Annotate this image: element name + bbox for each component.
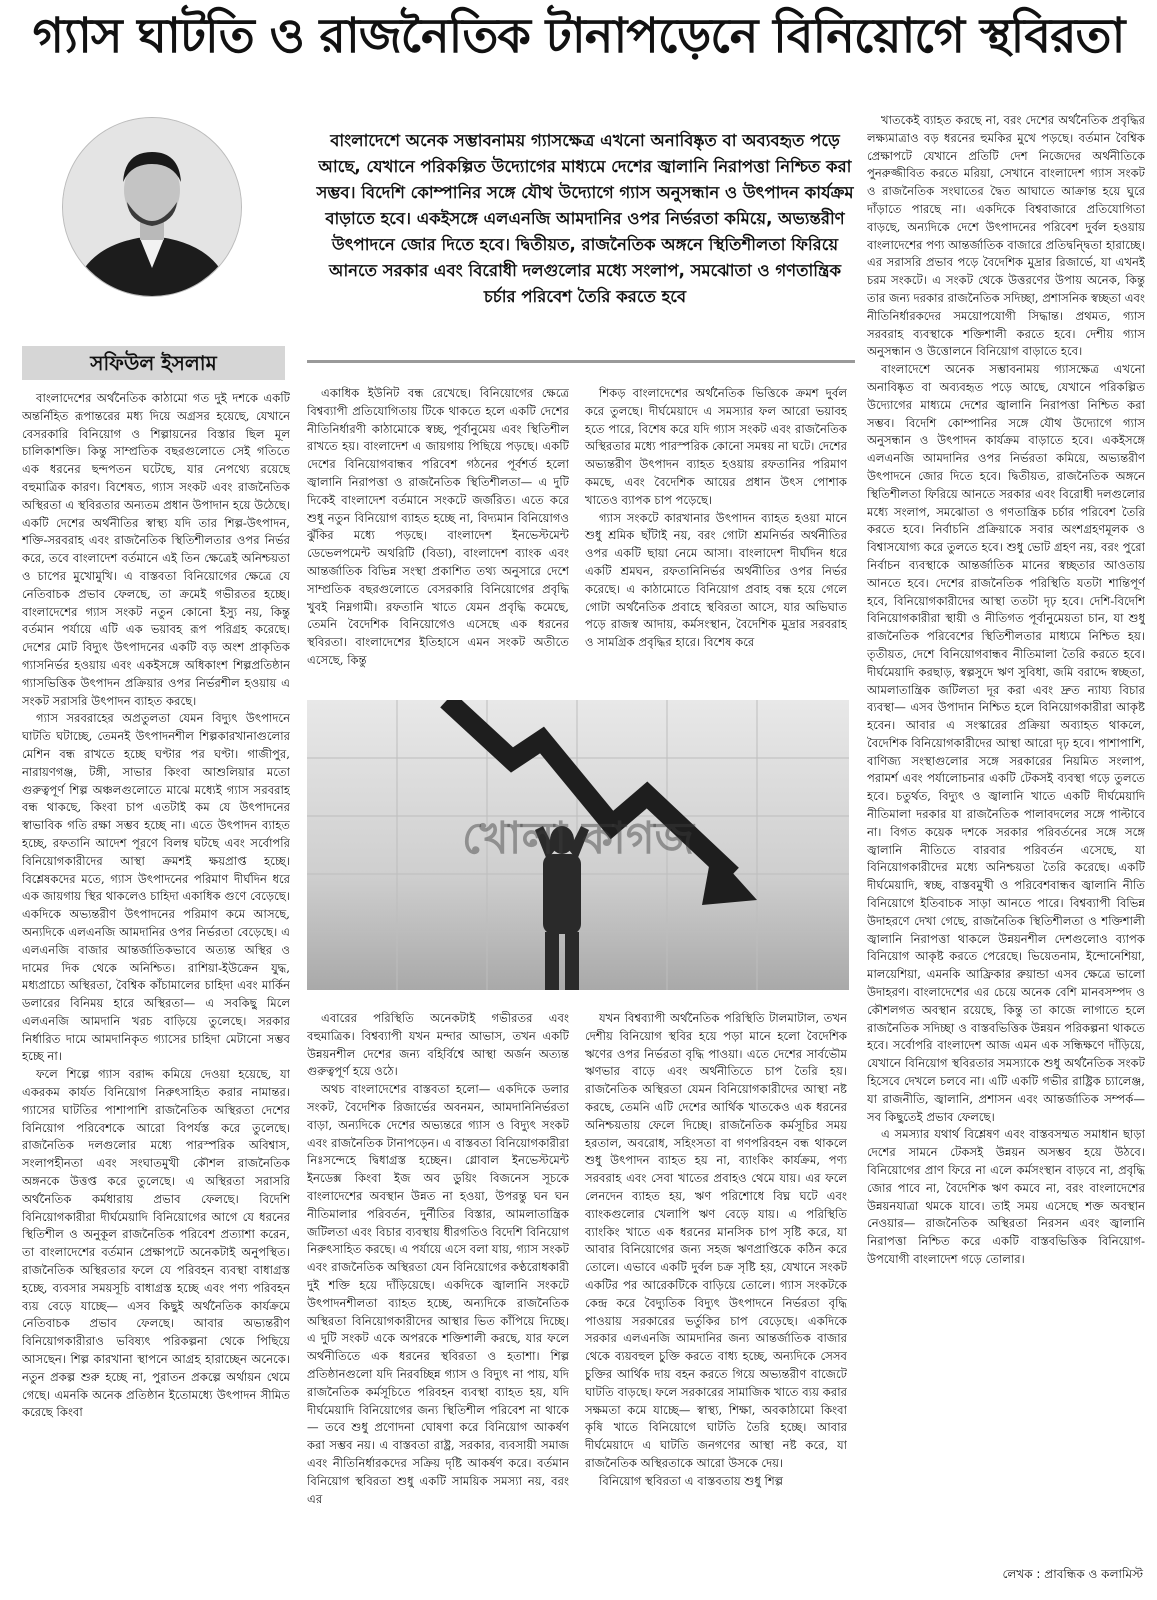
article-column-3-bottom [585, 1010, 847, 1595]
article-column-3-top [585, 385, 847, 685]
paragraph: বাংলাদেশের অর্থনৈতিক কাঠামো গত দুই দশকে একটি অন্তর্নিহিত রূপান্তরের মধ্য দিয়ে অগ্রসর হয়েছে, যেখানে বেসরকারি বিনিয়োগ ও শিল্পায়নের বিস্তার ছিল মূল চালিকাশক্তি। কিন্তু সাম্প্রতিক বছরগুলোতে সেই গতিতে এক ধরনের ছন্দপতন ঘটেছে, যার নেপথ্যে রয়েছে বহুমাত্রিক কারণ। বিশেষত, গ্যাস সংকট এবং রাজনৈতিক অস্থিরতা এ স্থবিরতার অন্যতম প্রধান উপাদান হয়ে উঠেছে। একটি দেশের অর্থনীতির স্বাস্থ্য যদি তার শিল্প-উৎপাদন, শক্তি-সরবরাহ এবং রাজনৈতিক স্থিতিশীলতার ওপর নির্ভর করে, তবে বাংলাদেশ বর্তমানে এই তিন ক্ষেত্রেই অনিশ্চয়তা ও চাপের মুখোমুখি। এ বাস্তবতা বিনিয়োগের ক্ষেত্রে যে নেতিবাচক প্রভাব ফেলছে, তা ক্রমেই গভীরতর হচ্ছে। বাংলাদেশের গ্যাস সংকট নতুন কোনো ইস্যু নয়, কিন্তু বর্তমান পর্যায়ে এটি এক ভয়াবহ রূপ পরিগ্রহ করেছে। দেশের মোট বিদ্যুৎ উৎপাদনের একটি বড় অংশ প্রাকৃতিক গ্যাসনির্ভর হওয়ায় এবং একইসঙ্গে অধিকাংশ শিল্পপ্রতিষ্ঠান গ্যাসভিত্তিক উৎপাদন প্রক্রিয়ার ওপর নির্ভরশীল হওয়ায় এ সংকট সরাসরি উৎপাদন ব্যাহত করছে। [22, 391, 290, 708]
paragraph: যখন বিশ্বব্যাপী অর্থনৈতিক পরিস্থিতি টালমাটাল, তখন দেশীয় বিনিয়োগ স্থবির হয়ে পড়া মানে হলো বৈদেশিক ঋণের ওপর নির্ভরতা বৃদ্ধি পাওয়া। এতে দেশের সার্বভৌম ঋণভার বাড়ে এবং অর্থনীতিতে চাপ তৈরি হয়। রাজনৈতিক অস্থিরতা যেমন বিনিয়োগকারীদের আস্থা নষ্ট করছে, তেমনি এটি দেশের আর্থিক খাতকেও এক ধরনের অনিশ্চয়তায় ফেলে দিচ্ছে। রাজনৈতিক কর্মসূচির সময় হরতাল, অবরোধ, সহিংসতা বা গণপরিবহন বন্ধ থাকলে শুধু উৎপাদন ব্যাহত হয় না, ব্যাংকিং কার্যক্রম, পণ্য সরবরাহ এবং সেবা খাতের প্রবাহও থেমে যায়। এর ফলে লেনদেন ব্যাহত হয়, ঋণ পরিশোধে বিঘ্ন ঘটে এবং ব্যাংকগুলোর খেলাপি ঋণ বেড়ে যায়। এ পরিস্থিতি ব্যাংকিং খাতে এক ধরনের মানসিক চাপ সৃষ্টি করে, যা আবার বিনিয়োগের জন্য সহজ ঋণপ্রাপ্তিকে কঠিন করে তোলে। এভাবে একটি দুর্বল চক্র সৃষ্টি হয়, যেখানে সংকট একটির পর আরেকটিকে বাড়িয়ে তোলে। গ্যাস সংকটকে কেন্দ্র করে বৈদ্যুতিক বিদ্যুৎ উৎপাদনে নির্ভরতা বৃদ্ধি পাওয়ায় সরকারের ভর্তুকির চাপ বেড়েছে। একদিকে সরকার এলএনজি আমদানির জন্য আন্তর্জাতিক বাজার থেকে ব্যয়বহুল চুক্তি করতে বাধ্য হচ্ছে, অন্যদিকে সেসব চুক্তির আর্থিক দায় বহন করতে গিয়ে অভ্যন্তরীণ বাজেটে ঘাটতি বাড়ছে। ফলে সরকারের সামাজিক খাতে ব্যয় করার সক্ষমতা কমে যাচ্ছে— স্বাস্থ্য, শিক্ষা, অবকাঠামো কিংবা কৃষি খাতে বিনিয়োগে ঘাটতি তৈরি হচ্ছে। আবার দীর্ঘমেয়াদে এ ঘাটতি জনগণের আস্থা নষ্ট করে, যা রাজনৈতিক অস্থিরতাকে আরো উসকে দেয়। [585, 1011, 847, 1470]
divider [307, 360, 855, 363]
article-illustration [307, 700, 849, 990]
intro-pullquote: বাংলাদেশে অনেক সম্ভাবনাময় গ্যাসক্ষেত্র এখনো অনাবিষ্কৃত বা অব্যবহৃত পড়ে আছে, যেখানে পরিকল্পিত উদ্যোগের মাধ্যমে দেশের জ্বালানি নিরাপত্তা নিশ্চিত করা সম্ভব। বিদেশি কোম্পানির সঙ্গে যৌথ উদ্যোগে গ্যাস অনুসন্ধান ও উৎপাদন কার্যক্রম বাড়াতে হবে। একইসঙ্গে এলএনজি আমদানির ওপর নির্ভরতা কমিয়ে, অভ্যন্তরীণ উৎপাদনে জোর দিতে হবে। দ্বিতীয়ত, রাজনৈতিক অঙ্গনে স্থিতিশীলতা ফিরিয়ে আনতে সরকার এবং বিরোধী দলগুলোর মধ্যে সংলাপ, সমঝোতা ও গণতান্ত্রিক চর্চার পরিবেশ তৈরি করতে হবে [316, 131, 854, 306]
article-column-4 [867, 112, 1145, 1552]
watermark: খোলা কাগজ [461, 813, 695, 864]
paragraph: গ্যাস সরবরাহের অপ্রতুলতা যেমন বিদ্যুৎ উৎপাদনে ঘাটতি ঘটাচ্ছে, তেমনই উৎপাদনশীল শিল্পকারখানাগুলোর মেশিন বন্ধ রাখতে হচ্ছে ঘণ্টার পর ঘণ্টা। গাজীপুর, নারায়ণগঞ্জ, টঙ্গী, সাভার কিংবা আশুলিয়ার মতো গুরুত্বপূর্ণ শিল্প অঞ্চলগুলোতে মাঝে মধ্যেই গ্যাস সরবরাহ বন্ধ থাকছে, কিংবা চাপ এতটাই কম যে উৎপাদনের স্বাভাবিক গতি রক্ষা সম্ভব হচ্ছে না। এতে উৎপাদন ব্যাহত হচ্ছে, রফতানি আদেশ পূরণে বিলম্ব ঘটছে এবং সর্বোপরি বিনিয়োগকারীদের আস্থা ক্রমশই ক্ষয়প্রাপ্ত হচ্ছে। বিশ্লেষকদের মতে, গ্যাস উৎপাদনের পরিমাণ দীর্ঘদিন ধরে এক জায়গায় স্থির থাকলেও চাহিদা একাধিক গুণে বেড়েছে। একদিকে অভ্যন্তরীণ উৎপাদনের পরিমাণ কমে আসছে, অন্যদিকে এলএনজি আমদানির ওপর নির্ভরতা বেড়েছে। এ এলএনজি বাজার আন্তর্জাতিকভাবে অত্যন্ত অস্থির ও দামের দিক থেকে অনিশ্চিত। রাশিয়া-ইউক্রেন যুদ্ধ, মধ্যপ্রাচ্যে অস্থিরতা, বৈশ্বিক কাঁচামালের চাহিদা এবং মার্কিন ডলারের বিনিময় হারে অস্থিরতা— এ সবকিছু মিলে এলএনজি আমদানি খরচ বাড়িয়ে তুলেছে। সরকার নির্ধারিত দামে আমদানিকৃত গ্যাসের চাহিদা মেটানো সম্ভব হচ্ছে না। [22, 711, 290, 1064]
headline: গ্যাস ঘাটতি ও রাজনৈতিক টানাপড়েনে বিনিয়োগে স্থবিরতা [32, 8, 1125, 64]
article-column-2-top [307, 385, 569, 685]
paragraph: এ সমস্যার যথার্থ বিশ্লেষণ এবং বাস্তবসম্মত সমাধান ছাড়া দেশের সামনে টেকসই উন্নয়ন অসম্ভব হয়ে উঠবে। বিনিয়োগের প্রাণ ফিরে না এলে কর্মসংস্থান বাড়বে না, প্রবৃদ্ধি জোর পাবে না, বৈদেশিক ঋণ কমবে না, বরং বাংলাদেশের উন্নয়নযাত্রা থমকে যাবে। তাই সময় এসেছে শক্ত অবস্থান নেওয়ার— রাজনৈতিক অস্থিরতা নিরসন এবং জ্বালানি নিরাপত্তা নিশ্চিত করে একটি বাস্তবভিত্তিক বিনিয়োগ-উপযোগী বাংলাদেশ গড়ে তোলার। [867, 1127, 1145, 1266]
paragraph: শিকড় বাংলাদেশের অর্থনৈতিক ভিত্তিকে ক্রমশ দুর্বল করে তুলছে। দীর্ঘমেয়াদে এ সমস্যার ফল আরো ভয়াবহ হতে পারে, বিশেষ করে যদি গ্যাস সংকট এবং রাজনৈতিক অস্থিরতার মধ্যে পারস্পরিক কোনো সমন্বয় না ঘটে। দেশের অভ্যন্তরীণ উৎপাদন ব্যাহত হওয়ায় রফতানির পরিমাণ কমছে, এবং বৈদেশিক আয়ের প্রধান উৎস পোশাক খাতেও ব্যাপক চাপ পড়েছে। [585, 386, 847, 507]
paragraph: অথচ বাংলাদেশের বাস্তবতা হলো— একদিকে ডলার সংকট, বৈদেশিক রিজার্ভের অবনমন, আমদানিনির্ভরতা বাড়া, অন্যদিকে দেশের অভ্যন্তরে গ্যাস ও বিদ্যুৎ সংকট এবং রাজনৈতিক টানাপড়েন। এ বাস্তবতা বিনিয়োগকারীরা নিঃসন্দেহে দ্বিধাগ্রস্ত হচ্ছেন। গ্লোবাল ইনভেস্টমেন্ট ইনডেক্স কিংবা ইজ অব ডুয়িং বিজনেস সূচকে বাংলাদেশের অবস্থান উন্নত না হওয়া, উপরন্তু ঘন ঘন নীতিমালার পরিবর্তন, দুর্নীতির বিস্তার, আমলাতান্ত্রিক জটিলতা এবং বিচার ব্যবস্থায় ধীরগতিও বিদেশি বিনিয়োগ নিরুৎসাহিত করছে। এ পর্যায়ে এসে বলা যায়, গ্যাস সংকট এবং রাজনৈতিক অস্থিরতা যেন বিনিয়োগের কণ্ঠরোধকারী দুই শক্তি হয়ে দাঁড়িয়েছে। একদিকে জ্বালানি সংকটে উৎপাদনশীলতা ব্যাহত হচ্ছে, অন্যদিকে রাজনৈতিক অস্থিরতা বিনিয়োগকারীদের আস্থার ভিত কাঁপিয়ে দিচ্ছে। এ দুটি সংকট একে অপরকে শক্তিশালী করছে, যার ফলে অর্থনীতিতে এক ধরনের স্থবিরতা ও হতাশা। শিল্প প্রতিষ্ঠানগুলো যদি নিরবচ্ছিন্ন গ্যাস ও বিদ্যুৎ না পায়, যদি রাজনৈতিক কর্মসূচিতে পরিবহন ব্যবস্থা ব্যাহত হয়, যদি দীর্ঘমেয়াদি বিনিয়োগের জন্য স্থিতিশীল পরিবেশ না থাকে— তবে শুধু প্রণোদনা ঘোষণা করে বিনিয়োগ আকর্ষণ করা সম্ভব নয়। এ বাস্তবতা রাষ্ট্র, সরকার, ব্যবসায়ী সমাজ এবং নীতিনির্ধারকদের সক্রিয় দৃষ্টি আকর্ষণ করে। বর্তমান বিনিয়োগ স্থবিরতা শুধু একটি সাময়িক সমস্যা নয়, বরং এর [307, 1082, 569, 1506]
paragraph: বিনিয়োগ স্থবিরতা এ বাস্তবতায় শুধু শিল্প [599, 1473, 784, 1488]
paragraph: একাধিক ইউনিট বন্ধ রেখেছে। বিনিয়োগের ক্ষেত্রে বিশ্বব্যাপী প্রতিযোগিতায় টিকে থাকতে হলে একটি দেশের নীতিনির্ধারণী কাঠামোকে স্বচ্ছ, পূর্বানুমেয় এবং স্থিতিশীল রাখতে হয়। বাংলাদেশ এ জায়গায় পিছিয়ে পড়ছে। একটি দেশের বিনিয়োগবান্ধব পরিবেশ গঠনের পূর্বশর্ত হলো জ্বালানি নিরাপত্তা ও রাজনৈতিক স্থিতিশীলতা— এ দুটি দিকেই বাংলাদেশ বর্তমানে সংকটে জর্জরিত। এতে করে শুধু নতুন বিনিয়োগ ব্যাহত হচ্ছে না, বিদ্যমান বিনিয়োগও ঝুঁকির মধ্যে পড়ছে। বাংলাদেশ ইনভেস্টমেন্ট ডেভেলপমেন্ট অথরিটি (বিডা), বাংলাদেশ ব্যাংক এবং আন্তর্জাতিক বিভিন্ন সংস্থা প্রকাশিত তথ্য অনুসারে দেশে সাম্প্রতিক বছরগুলোতে বেসরকারি বিনিয়োগের প্রবৃদ্ধি খুবই নিম্নগামী। রফতানি খাতে যেমন প্রবৃদ্ধি কমেছে, তেমনি বৈদেশিক বিনিয়োগেও এসেছে এক ধরনের স্থবিরতা। বাংলাদেশের ইতিহাসে এমন সংকট অতীতে এসেছে, কিন্তু [307, 386, 569, 667]
paragraph: ফলে শিল্পে গ্যাস বরাদ্দ কমিয়ে দেওয়া হয়েছে, যা একরকম কার্যত বিনিয়োগ নিরুৎসাহিত করার নামান্তর। গ্যাসের ঘাটতির পাশাপাশি রাজনৈতিক অস্থিরতা দেশের বিনিয়োগ পরিবেশকে আরো বিপর্যস্ত করে তুলেছে। রাজনৈতিক দলগুলোর মধ্যে পারস্পরিক অবিশ্বাস, সংলাপহীনতা এবং সংঘাতমুখী কৌশল রাজনৈতিক অঙ্গনকে উত্তপ্ত করে তুলেছে। এ অস্থিরতা সরাসরি অর্থনৈতিক কর্মধারায় প্রভাব ফেলছে। বিদেশি বিনিয়োগকারীরা দীর্ঘমেয়াদি বিনিয়োগের আগে যে ধরনের স্থিতিশীল ও অনুকূল রাজনৈতিক পরিবেশ প্রত্যাশা করেন, তা বাংলাদেশের বর্তমান প্রেক্ষাপটে অনেকটাই অনুপস্থিত। রাজনৈতিক অস্থিরতার ফলে যে পরিবহন ব্যবস্থা বাধাগ্রস্ত হচ্ছে, ব্যবসার সময়সূচি বাধাগ্রস্ত হচ্ছে এবং পণ্য পরিবহন ব্যয় বেড়ে যাচ্ছে— এসব কিছুই অর্থনৈতিক কার্যক্রমে নেতিবাচক প্রভাব ফেলছে। আবার অভ্যন্তরীণ বিনিয়োগকারীরাও ভবিষ্যৎ পরিকল্পনা থেকে পিছিয়ে আসছেন। শিল্প কারখানা স্থাপনে আগ্রহ হারাচ্ছেন অনেকে। নতুন প্রকল্প শুরু হচ্ছে না, পুরাতন প্রকল্পে অর্থায়ন থেমে গেছে। এমনকি অনেক প্রতিষ্ঠান ইতোমধ্যে উৎপাদন সীমিত করেছে কিংবা [22, 1067, 290, 1420]
writer-credit: লেখক : প্রাবন্ধিক ও কলামিস্ট [1002, 1567, 1143, 1581]
paragraph: গ্যাস সংকটে কারখানার উৎপাদন ব্যাহত হওয়া মানে শুধু শ্রমিক ছাঁটাই নয়, বরং গোটা শ্রমনির্ভর অর্থনীতির ওপর একটি ছায়া নেমে আসা। বাংলাদেশ দীর্ঘদিন ধরে একটি শ্রমঘন, রফতানিনির্ভর অর্থনীতির ওপর নির্ভর করেছে। এ কাঠামোতে বিনিয়োগ প্রবাহ বন্ধ হয়ে গেলে গোটা অর্থনৈতিক প্রবাহে স্থবিরতা আসে, যার অভিঘাত পড়ে রাজস্ব আদায়, কর্মসংস্থান, বৈদেশিক মুদ্রার সরবরাহ ও সামগ্রিক প্রবৃদ্ধির হারে। বিশেষ করে [585, 510, 847, 650]
paragraph: খাতকেই ব্যাহত করছে না, বরং দেশের অর্থনৈতিক প্রবৃদ্ধির লক্ষ্যমাত্রাও বড় ধরনের হুমকির মুখে পড়ছে। বর্তমান বৈশ্বিক প্রেক্ষাপটে যেখানে প্রতিটি দেশ নিজেদের অর্থনীতিকে পুনরুজ্জীবিত করতে মরিয়া, সেখানে বাংলাদেশ গ্যাস সংকট ও রাজনৈতিক সংঘাতের দ্বৈত আঘাতে আক্রান্ত হয়ে ঘুরে দাঁড়াতে পারছে না। একদিকে বিশ্ববাজারে প্রতিযোগিতা বাড়ছে, অন্যদিকে দেশে উৎপাদনের পরিবেশ দুর্বল হওয়ায় বাংলাদেশের পণ্য আন্তর্জাতিক বাজারে প্রতিদ্বন্দ্বিতা হারাচ্ছে। এর সরাসরি প্রভাব পড়ে বৈদেশিক মুদ্রার রিজার্ভে, যা এখনই চরম সংকটে। এ সংকট থেকে উত্তরণের উপায় অনেক, কিন্তু তার জন্য দরকার রাজনৈতিক সদিচ্ছা, প্রশাসনিক স্বচ্ছতা এবং নীতিনির্ধারকদের সময়োপযোগী সিদ্ধান্ত। প্রথমত, গ্যাস সরবরাহ ব্যবস্থাকে শক্তিশালী করতে হবে। দেশীয় গ্যাস অনুসন্ধান ও উত্তোলনে বিনিয়োগ বাড়াতে হবে। [867, 113, 1145, 359]
paragraph: এবারের পরিস্থিতি অনেকটাই গভীরতর এবং বহুমাত্রিক। বিশ্বব্যাপী যখন মন্দার আভাস, তখন একটি উন্নয়নশীল দেশের জন্য বহির্বিশ্বে আস্থা অর্জন অত্যন্ত গুরুত্বপূর্ণ হয়ে ওঠে। [307, 1011, 569, 1079]
author-name: সফিউল ইসলাম [22, 346, 285, 380]
author-portrait-icon [63, 118, 241, 296]
author-photo [62, 117, 242, 297]
article-column-1 [22, 390, 290, 1595]
article-column-2-bottom [307, 1010, 569, 1595]
paragraph: বাংলাদেশে অনেক সম্ভাবনাময় গ্যাসক্ষেত্র এখনো অনাবিষ্কৃত বা অব্যবহৃত পড়ে আছে, যেখানে পরিকল্পিত উদ্যোগের মাধ্যমে দেশের জ্বালানি নিরাপত্তা নিশ্চিত করা সম্ভব। বিদেশি কোম্পানির সঙ্গে যৌথ উদ্যোগে গ্যাস অনুসন্ধান ও উৎপাদন কার্যক্রম বাড়াতে হবে। একইসঙ্গে এলএনজি আমদানির ওপর নির্ভরতা কমিয়ে, অভ্যন্তরীণ উৎপাদনে জোর দিতে হবে। দ্বিতীয়ত, রাজনৈতিক অঙ্গনে স্থিতিশীলতা ফিরিয়ে আনতে সরকার এবং বিরোধী দলগুলোর মধ্যে সংলাপ, সমঝোতা ও গণতান্ত্রিক চর্চার পরিবেশ তৈরি করতে হবে। নির্বাচনি প্রক্রিয়াকে সবার অংশগ্রহণমূলক ও বিশ্বাসযোগ্য করে তুলতে হবে। শুধু ভোট গ্রহণ নয়, বরং পুরো নির্বাচন ব্যবস্থাকে আন্তর্জাতিক মানের স্বচ্ছতার আওতায় আনতে হবে। দেশের রাজনৈতিক পরিস্থিতি যতটা শান্তিপূর্ণ হবে, বিনিয়োগকারীদের আস্থা ততটা দৃঢ় হবে। দেশি-বিদেশি বিনিয়োগকারীরা স্থায়ী ও নীতিগত পূর্বানুমেয়তা চান, যা শুধু রাজনৈতিক পরিবেশের স্থিতিশীলতার মাধ্যমে নিশ্চিত হয়। তৃতীয়ত, দেশে বিনিয়োগবান্ধব নীতিমালা তৈরি করতে হবে। দীর্ঘমেয়াদি করছাড়, স্বল্পসুদে ঋণ সুবিধা, জমি বরাদ্দে স্বচ্ছতা, আমলাতান্ত্রিক জটিলতা দূর করা এবং দ্রুত ন্যায্য বিচার ব্যবস্থা— এসব উপাদান নিশ্চিত হলে বিনিয়োগকারীরা আকৃষ্ট হবেন। আবার এ সংস্কারের প্রক্রিয়া অব্যাহত থাকলে, বৈদেশিক বিনিয়োগকারীদের আস্থা আরো দৃঢ় হবে। পাশাপাশি, বাণিজ্য সংস্থাগুলোর সঙ্গে সরকারের নিয়মিত সংলাপ, পরামর্শ এবং পর্যালোচনার একটি টেকসই ব্যবস্থা গড়ে তুলতে হবে। চতুর্থত, বিদ্যুৎ ও জ্বালানি খাতে একটি দীর্ঘমেয়াদি নীতিমালা দরকার যা রাজনৈতিক পালাবদলের সঙ্গে পাল্টাবে না। বিগত কয়েক দশকে সরকার পরিবর্তনের সঙ্গে সঙ্গে জ্বালানি নীতিতে বারবার পরিবর্তন এসেছে, যা বিনিয়োগকারীদের মধ্যে অনিশ্চয়তা তৈরি করেছে। একটি দীর্ঘমেয়াদি, স্বচ্ছ, বাস্তবমুখী ও পরিবেশবান্ধব জ্বালানি নীতি বিনিয়োগে ইতিবাচক সাড়া আনতে পারে। বিশ্বব্যাপী বিভিন্ন উদাহরণে দেখা গেছে, রাজনৈতিক স্থিতিশীলতা ও শক্তিশালী জ্বালানি নিরাপত্তা থাকলে উন্নয়নশীল দেশগুলোও ব্যাপক বিনিয়োগ আকৃষ্ট করতে পেরেছে। ভিয়েতনাম, ইন্দোনেশিয়া, মালয়েশিয়া, এমনকি আফ্রিকার রুয়ান্ডা এসব ক্ষেত্রে ভালো উদাহরণ। বাংলাদেশের এর চেয়ে অনেক বেশি মানবসম্পদ ও কৌশলগত অবস্থান রয়েছে, কিন্তু তা কাজে লাগাতে হলে রাজনৈতিক সদিচ্ছা ও বাস্তবভিত্তিক উন্নয়ন পরিকল্পনা থাকতে হবে। সর্বোপরি বাংলাদেশ আজ এমন এক সন্ধিক্ষণে দাঁড়িয়ে, যেখানে বিনিয়োগ স্থবিরতার সমস্যাকে শুধু অর্থনৈতিক সংকট হিসেবে দেখলে চলবে না। এটি একটি গভীর রাষ্ট্রিক চ্যালেঞ্জ, যা রাজনীতি, জ্বালানি, প্রশাসন এবং আন্তর্জাতিক সম্পর্ক— সব কিছুতেই প্রভাব ফেলছে। [867, 362, 1145, 1124]
